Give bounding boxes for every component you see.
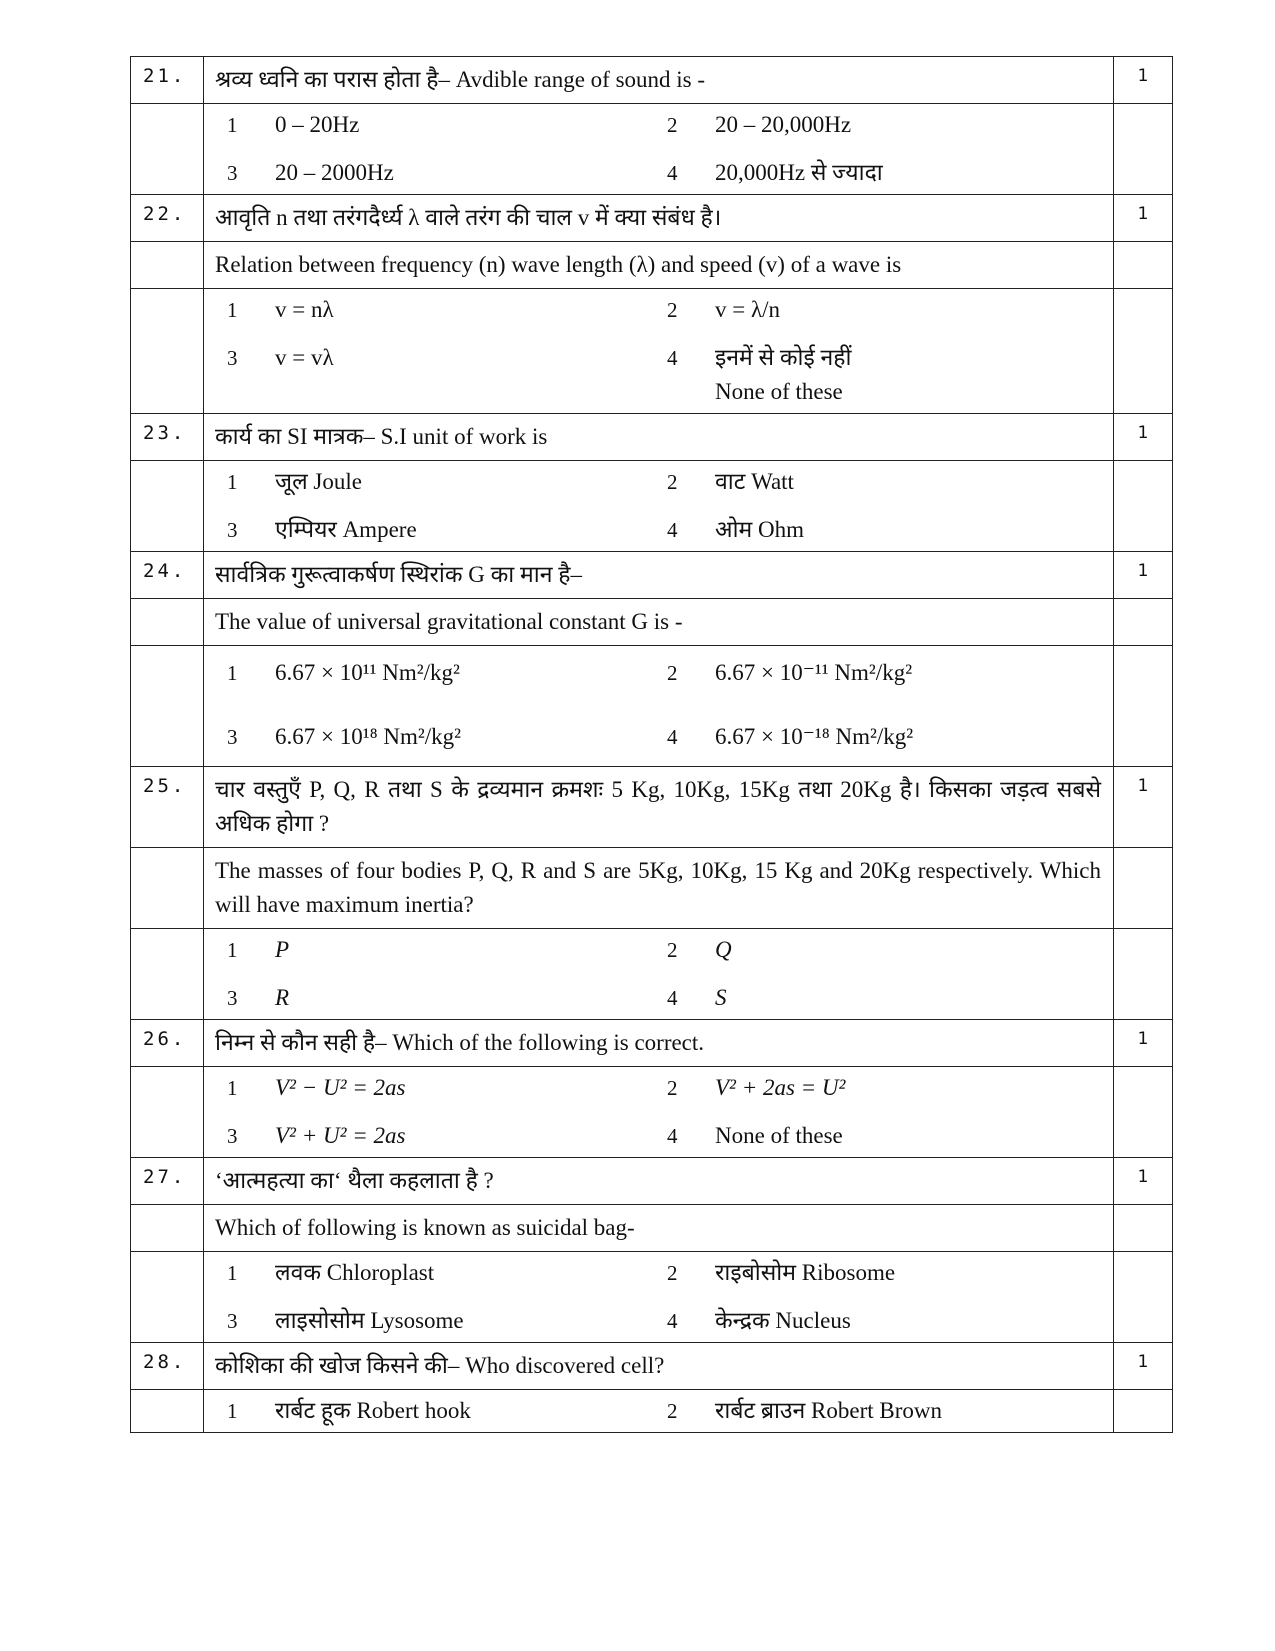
option: 3 6.67 × 10¹⁸ Nm²/kg² <box>227 724 462 749</box>
question-marks: 1 <box>1137 423 1149 443</box>
question-marks: 1 <box>1137 66 1149 86</box>
option: 3 लाइसोसोम Lysosome <box>227 1308 464 1333</box>
question-number: 28. <box>131 1343 204 1389</box>
question-en-row <box>131 241 1172 288</box>
option: 2 v = λ/n <box>667 297 781 322</box>
question-number: 22. <box>131 195 204 241</box>
option: 2 वाट Watt <box>667 469 794 494</box>
question-table <box>130 56 1173 1433</box>
options-row <box>131 928 1172 1019</box>
options-row <box>131 288 1172 413</box>
options-row <box>131 103 1172 194</box>
question-number: 27. <box>131 1158 204 1204</box>
question-text-en: Relation between frequency (n) wave length (λ) and speed (v) of a wave is <box>204 242 1114 288</box>
options-row <box>131 460 1172 551</box>
question-number: 24. <box>131 552 204 598</box>
option: 2 6.67 × 10⁻¹¹ Nm²/kg² <box>667 660 913 685</box>
option: 4 20,000Hz से ज्यादा <box>667 160 883 185</box>
option: 2 20 – 20,000Hz <box>667 112 852 137</box>
options-grid <box>204 646 1114 766</box>
option: 4 ओम Ohm <box>667 517 805 542</box>
question-row <box>131 766 1172 847</box>
option: 4 S <box>667 985 727 1010</box>
options-grid <box>204 289 1114 413</box>
question-text-en: Which of following is known as suicidal bag- <box>204 1205 1114 1251</box>
question-en-row <box>131 847 1172 928</box>
option: 4 इनमें से कोई नहीं None of these <box>667 345 852 404</box>
question-text: कार्य का SI मात्रक– S.I unit of work is <box>204 414 1114 460</box>
option: 3 एम्पियर Ampere <box>227 517 417 542</box>
option: 1 6.67 × 10¹¹ Nm²/kg² <box>227 660 460 685</box>
question-text-en: The value of universal gravitational constant G is - <box>204 599 1114 645</box>
question-row <box>131 413 1172 460</box>
question-marks: 1 <box>1137 1352 1149 1372</box>
question-number: 25. <box>131 767 204 847</box>
option: 2 राइबोसोम Ribosome <box>667 1260 896 1285</box>
question-text: निम्न से कौन सही है– Which of the following is correct. <box>204 1020 1114 1066</box>
option: 1 रार्बट हूक Robert hook <box>227 1398 471 1423</box>
options-grid <box>204 1390 1114 1432</box>
question-marks: 1 <box>1137 1029 1149 1049</box>
options-grid <box>204 929 1114 1019</box>
question-row <box>131 1342 1172 1389</box>
option: 4 None of these <box>667 1123 843 1148</box>
option: 3 v = vλ <box>227 345 334 370</box>
option: 1 लवक Chloroplast <box>227 1260 435 1285</box>
options-row <box>131 645 1172 766</box>
options-row <box>131 1389 1172 1432</box>
option: 3 20 – 2000Hz <box>227 160 394 185</box>
question-en-row <box>131 1204 1172 1251</box>
option: 2 V² + 2as = U² <box>667 1075 846 1100</box>
question-row <box>131 551 1172 598</box>
question-marks: 1 <box>1137 204 1149 224</box>
option: 1 V² − U² = 2as <box>227 1075 406 1100</box>
option: 4 केन्द्रक Nucleus <box>667 1308 851 1333</box>
options-grid <box>204 104 1114 194</box>
question-en-row <box>131 598 1172 645</box>
question-text: आवृति n तथा तरंगदैर्ध्य λ वाले तरंग की चाल v में क्या संबंध है। <box>204 195 1114 241</box>
options-grid <box>204 1252 1114 1342</box>
option: 1 P <box>227 937 290 962</box>
question-text: ‘आत्महत्या का‘ थैला कहलाता है ? <box>204 1158 1114 1204</box>
question-row <box>131 57 1172 103</box>
question-text: चार वस्तुएँ P, Q, R तथा S के द्रव्यमान क्रमशः 5 Kg, 10Kg, 15Kg तथा 20Kg है। किसका जड़त्व सबसे अधिक होगा ? <box>204 767 1114 847</box>
question-number: 23. <box>131 414 204 460</box>
option: 3 R <box>227 985 290 1010</box>
option: 2 रार्बट ब्राउन Robert Brown <box>667 1398 943 1423</box>
options-grid <box>204 1067 1114 1157</box>
option: 1 0 – 20Hz <box>227 112 360 137</box>
option: 2 Q <box>667 937 732 962</box>
option: 3 V² + U² = 2as <box>227 1123 406 1148</box>
option: 1 जूल Joule <box>227 469 362 494</box>
question-text: सार्वत्रिक गुरूत्वाकर्षण स्थिरांक G का मान है– <box>204 552 1114 598</box>
option: 4 6.67 × 10⁻¹⁸ Nm²/kg² <box>667 724 914 749</box>
question-text-en: The masses of four bodies P, Q, R and S are 5Kg, 10Kg, 15 Kg and 20Kg respectively. Which will have maximum inertia? <box>204 848 1114 928</box>
question-marks: 1 <box>1137 1167 1149 1187</box>
options-row <box>131 1066 1172 1157</box>
question-row <box>131 194 1172 241</box>
option: 1 v = nλ <box>227 297 334 322</box>
question-text: श्रव्य ध्वनि का परास होता है– Avdible range of sound is - <box>204 57 1114 103</box>
question-marks: 1 <box>1137 561 1149 581</box>
question-marks: 1 <box>1137 776 1149 796</box>
question-row <box>131 1019 1172 1066</box>
question-text: कोशिका की खोज किसने की– Who discovered cell? <box>204 1343 1114 1389</box>
question-row <box>131 1157 1172 1204</box>
options-grid <box>204 461 1114 551</box>
question-number: 26. <box>131 1020 204 1066</box>
question-number: 21. <box>131 57 204 103</box>
options-row <box>131 1251 1172 1342</box>
